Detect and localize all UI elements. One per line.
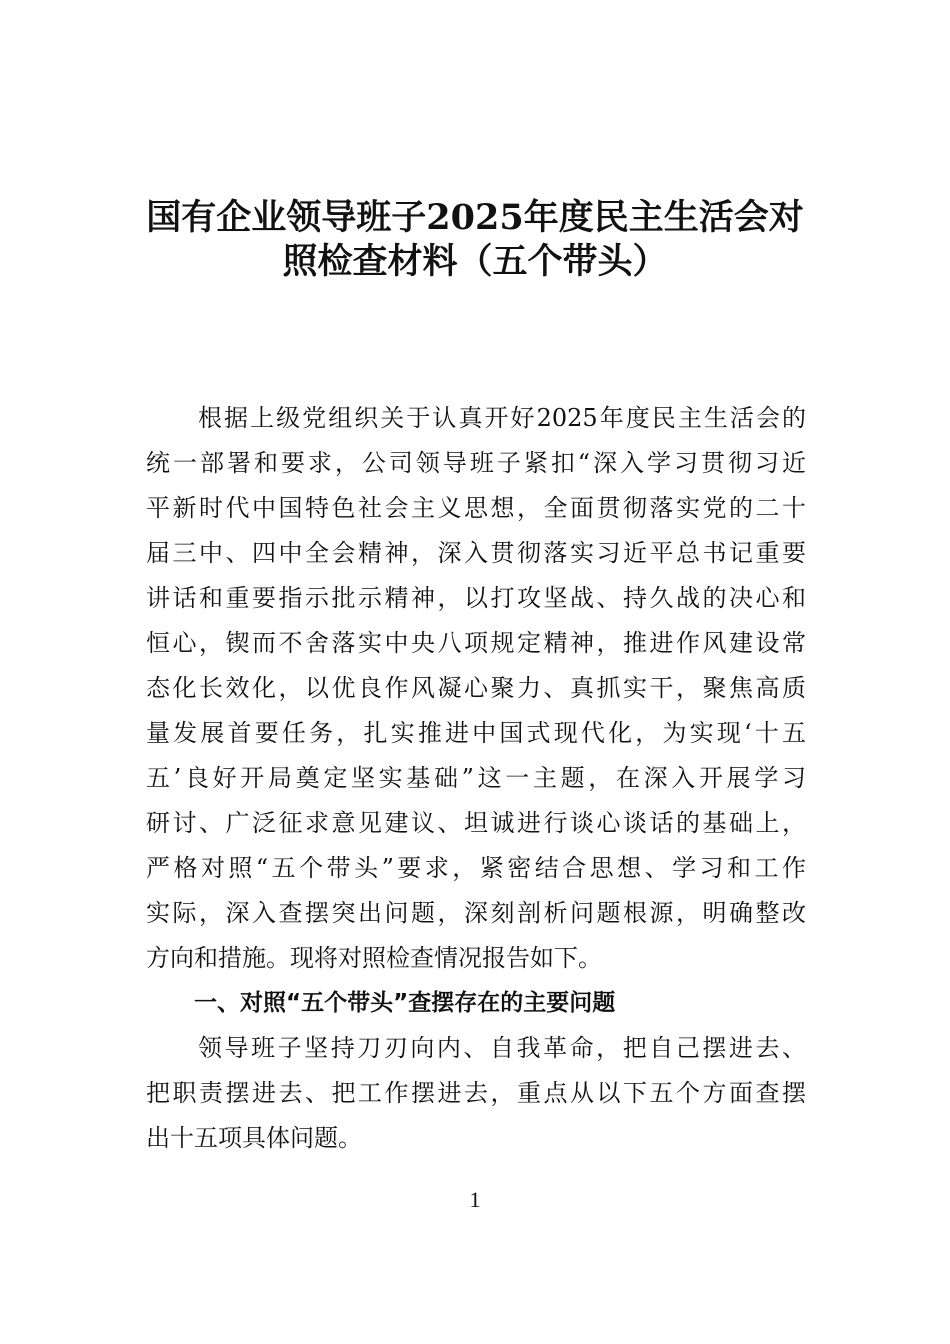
paragraph-1-line: 恒心，锲而不舍落实中央八项规定精神，推进作风建设常 <box>146 629 806 657</box>
paragraph-1-line: 态化长效化，以优良作风凝心聚力、真抓实干，聚焦高质 <box>146 674 806 702</box>
paragraph-1-line: 届三中、四中全会精神，深入贯彻落实习近平总书记重要 <box>146 539 806 567</box>
paragraph-1-line: 讲话和重要指示批示精神，以打攻坚战、持久战的决心和 <box>146 584 806 612</box>
paragraph-2-line: 领导班子坚持刀刃向内、自我革命，把自己摆进去、 <box>198 1034 806 1062</box>
document-title-line-2: 照检查材料（五个带头） <box>282 241 668 282</box>
paragraph-1-line: 严格对照“五个带头”要求，紧密结合思想、学习和工作 <box>146 854 806 882</box>
paragraph-1-line: 实际，深入查摆突出问题，深刻剖析问题根源，明确整改 <box>146 899 806 927</box>
paragraph-2-line: 把职责摆进去、把工作摆进去，重点从以下五个方面查摆 <box>146 1079 806 1107</box>
document-body <box>146 396 806 1161</box>
section-heading-1: 一、对照“五个带头”查摆存在的主要问题 <box>194 990 616 1016</box>
document-title-line-1: 国有企业领导班子2025年度民主生活会对 <box>146 197 804 238</box>
paragraph-1-line: 根据上级党组织关于认真开好2025年度民主生活会的 <box>198 404 806 432</box>
page-number: 1 <box>469 1187 481 1212</box>
paragraph-1-line: 研讨、广泛征求意见建议、坦诚进行谈心谈话的基础上， <box>146 809 806 837</box>
paragraph-2-line: 出十五项具体问题。 <box>146 1124 362 1152</box>
paragraph-1-line: 平新时代中国特色社会主义思想，全面贯彻落实党的二十 <box>146 494 806 522</box>
paragraph-1-line: 五’良好开局奠定坚实基础”这一主题，在深入开展学习 <box>146 764 806 792</box>
paragraph-1-line: 方向和措施。现将对照检查情况报告如下。 <box>146 944 602 972</box>
paragraph-1-line: 统一部署和要求，公司领导班子紧扣“深入学习贯彻习近 <box>146 449 806 477</box>
paragraph-1-line: 量发展首要任务，扎实推进中国式现代化，为实现‘十五 <box>146 719 806 747</box>
